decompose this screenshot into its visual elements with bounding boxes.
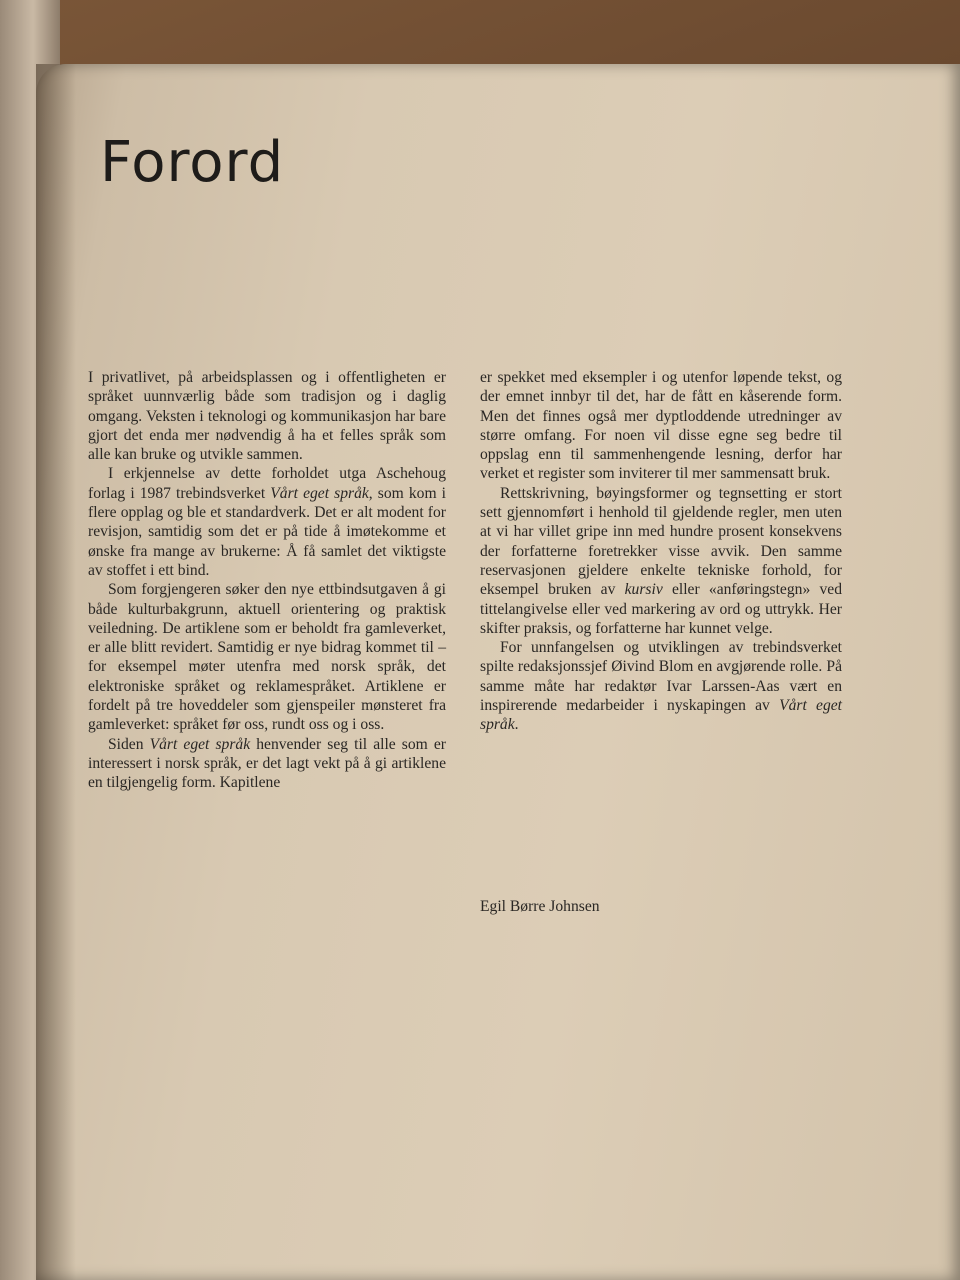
paragraph: er spekket med eksempler i og utenfor løpende tekst, og der emnet innbyr til det, har de fått en kåserende form. Men det finnes også mer dyptloddende utredninger av større omfang. For noen vil disse egne seg bedre til oppslag enn til sammenhengende lesning, derfor har verket et register som inviterer til mer sammensatt bruk. [480,369,842,483]
paragraph: I privatlivet, på arbeidsplassen og i offentligheten er språket uunnværlig både som tradisjon og i daglig omgang. Veksten i teknologi og kommunikasjon har bare gjort det enda mer nødvendig å ha et felles språk som alle kan bruke og utvikle sammen. [88,369,446,464]
page-title: Forord [100,130,285,195]
right-text-column [480,368,842,735]
paragraph: Siden Vårt eget språk henvender seg til alle som er interessert i norsk språk, er det lagt vekt på å gi artiklene en tilgjengelig form. Kapitlene [88,735,446,792]
show-through-text [520,120,540,202]
paragraph: For unnfangelsen og utviklingen av trebindsverket spilte redaksjonssjef Øivind Blom en avgjørende rolle. På samme måte har redaktør Ivar Larssen-Aas vært en inspirerende medarbeider i nyskapingen av Vårt eget språk. [480,639,843,734]
gutter-shadow [36,64,76,1280]
author-signature: Egil Børre Johnsen [480,898,600,915]
paragraph: I erkjennelse av dette forholdet utga Aschehoug forlag i 1987 trebindsverket Vårt eget språk, som kom i flere opplag og ble et standardverk. Det er alt modent for revisjon, samtidig som det er på tide å imøtekomme et ønske fra mange av brukerne: Å få samlet det viktigste av stoffet i ett bind. [88,465,446,579]
paragraph: Som forgjengeren søker den nye ettbindsutgaven å gi både kulturbakgrunn, aktuell orientering og praktisk veiledning. De artiklene som er beholdt fra gamleverket, er alle blitt revidert. Samtidig er nye bidrag kommet til – for eksempel møter utenfra med norsk språk, det elektroniske språket og reklamespråket. Artiklene er fordelt på tre hoveddeler som gjenspeiler mønsteret fra gamleverket: språket før oss, rundt oss og i oss. [88,581,446,734]
paragraph: Rettskrivning, bøyingsformer og tegnsetting er stort sett gjennomført i henhold til gjeldende regler, men uten at vi har villet gripe inn med hundre prosent konsekvens der forfatterne foretrekker visse avvik. Den samme reservasjonen gjeldere enkelte tekniske forhold, for eksempel bruken av kursiv eller «anføringstegn» ved tittelangivelse eller ved markering av ord og uttrykk. Her skifter praksis, og forfatterne har kunnet velge. [480,484,842,637]
left-text-column [88,368,446,793]
